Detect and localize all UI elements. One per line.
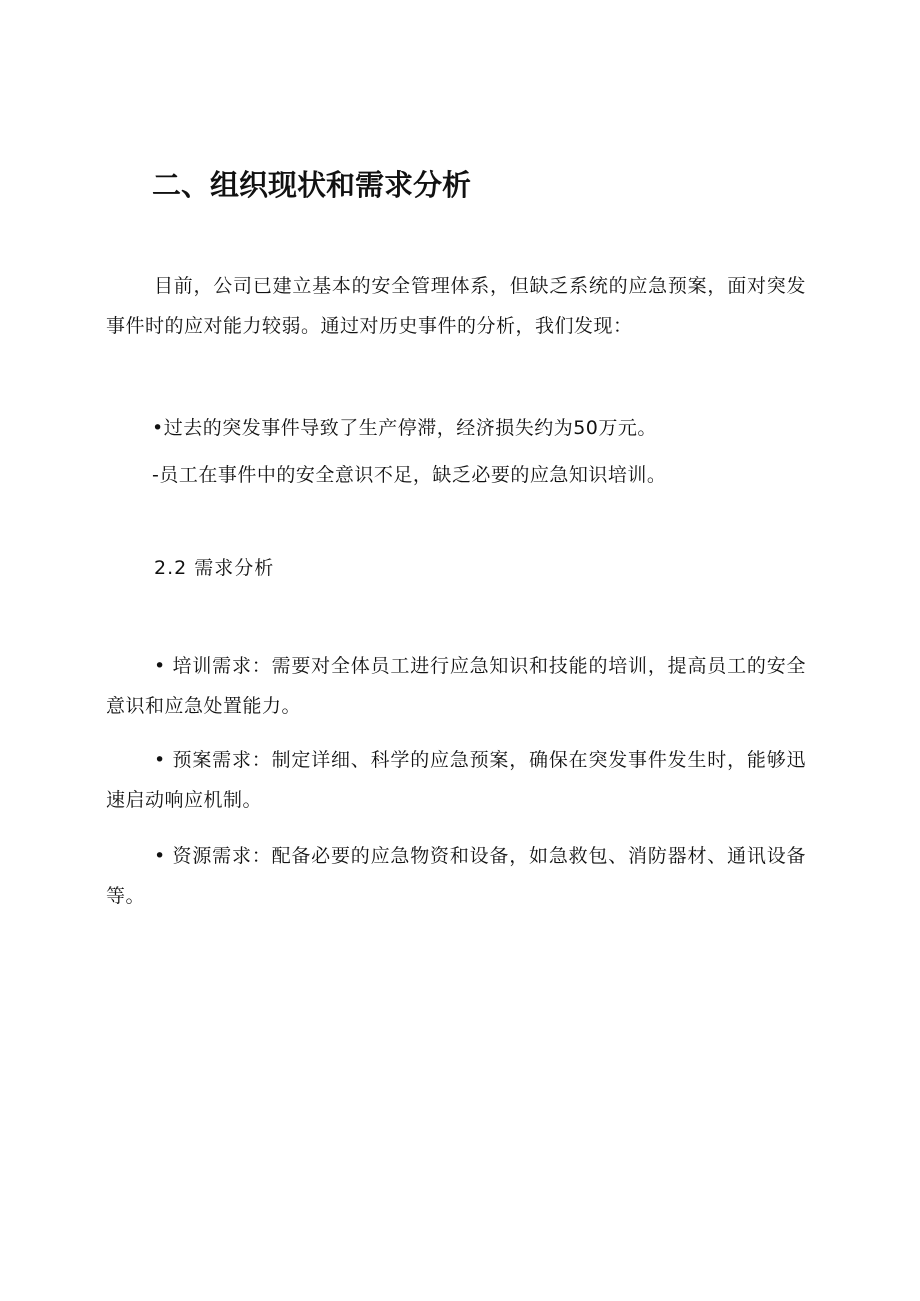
finding-item: -员工在事件中的安全意识不足，缺乏必要的应急知识培训。 xyxy=(152,464,667,486)
need-item-plan: • 预案需求：制定详细、科学的应急预案，确保在突发事件发生时，能够迅速启动响应机制。 xyxy=(106,749,806,811)
need-item-resources: • 资源需求：配备必要的应急物资和设备，如急救包、消防器材、通讯设备等。 xyxy=(106,845,806,907)
subsection-heading: 2.2 需求分析 xyxy=(154,557,275,579)
finding-item: •过去的突发事件导致了生产停滞，经济损失约为50万元。 xyxy=(152,417,657,439)
need-item-training: • 培训需求：需要对全体员工进行应急知识和技能的培训，提高员工的安全意识和应急处置能力。 xyxy=(106,655,806,717)
intro-paragraph: 目前，公司已建立基本的安全管理体系，但缺乏系统的应急预案，面对突发事件时的应对能力较弱。通过对历史事件的分析，我们发现： xyxy=(106,275,806,337)
section-heading: 二、组织现状和需求分析 xyxy=(152,168,472,202)
